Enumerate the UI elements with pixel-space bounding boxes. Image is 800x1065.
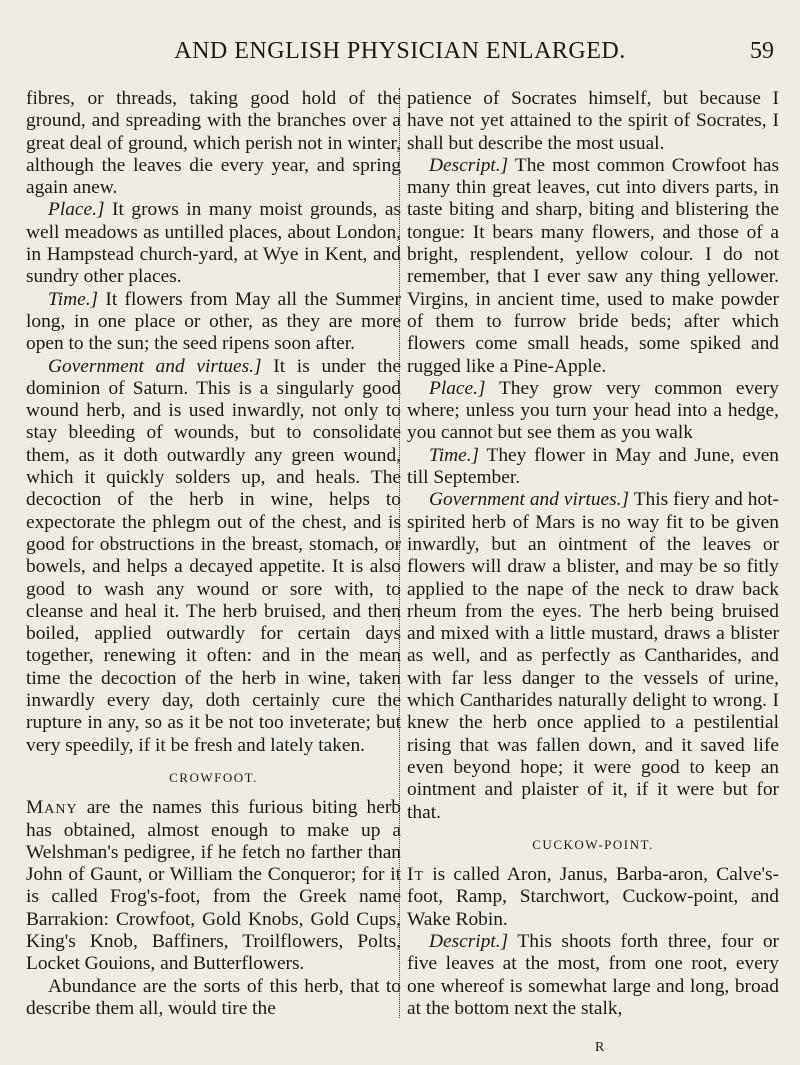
paragraph-text: This shoots forth three, four or five leaves at the most, from one root, every one whereof is somewhat large and long, broad at the bottom next the stalk, [407, 930, 779, 1019]
label-government: Government and virtues.] [429, 489, 630, 511]
paragraph-time [26, 289, 401, 356]
paragraph-text: It grows in many moist grounds, as well meadows as untilled places, about London, in Hampstead church-yard, at Wye in Kent, and sundry other places. [26, 199, 401, 288]
drop-lead: Many [26, 797, 78, 819]
paragraph-text: are the names this furious biting herb has obtained, almost enough to make up a Welshman's pedigree, if he fetch no farther than John of Gaunt, or William the Conqueror; for it is called Frog's-foot, from the Greek name Barrakion: Crowfoot, Gold Knobs, Gold Cups, King's Knob, Baffiners, Troilflowers, Polts, Locket Gouions, and Butterflowers. [26, 797, 401, 975]
right-column [407, 88, 779, 1020]
paragraph-fibres [26, 88, 401, 199]
label-descript: Descript.] [429, 154, 509, 176]
label-government: Government and virtues.] [48, 355, 262, 377]
label-place: Place.] [429, 377, 486, 399]
drop-lead: It [407, 864, 425, 886]
column-divider [399, 88, 400, 1018]
label-descript: Descript.] [429, 930, 509, 952]
paragraph-time [407, 445, 779, 490]
page-number: 59 [750, 38, 774, 64]
paragraph-descript [407, 155, 779, 378]
label-place: Place.] [48, 199, 105, 221]
section-heading-cuckow-point: CUCKOW-POINT. [532, 836, 654, 852]
signature-mark: R [595, 1040, 605, 1055]
page-header [0, 38, 800, 74]
paragraph-patience [407, 88, 779, 155]
paragraph-text: patience of Socrates himself, but because I have not yet attained to the spirit of Socrates, I shall but describe the most usual. [407, 88, 779, 154]
paragraph-descript-2 [407, 931, 779, 1020]
paragraph-text: This fiery and hot-spirited herb of Mars is no way fit to be given inwardly, but an ointment of the leaves or flowers will draw a blister, and may be so fitly applied to the nape of the neck to draw back rheum from the eyes. The herb being bruised and mixed with a little mustard, draws a blister as well, and as perfectly as Cantharides, and with far less danger to the vessels of urine, which Cantharides naturally delight to wrong. I knew the herb once applied to a pestilential rising that was fallen down, and it saved life even beyond hope; it were good to keep an ointment and plaister of it, if it were but for that. [407, 489, 779, 823]
paragraph-text: Abundance are the sorts of this herb, that to describe them all, would tire the [26, 975, 401, 1019]
running-title: AND ENGLISH PHYSICIAN ENLARGED. [174, 38, 626, 64]
paragraph-text: is called Aron, Janus, Barba-aron, Calve's-foot, Ramp, Starchwort, Cuckow-point, and Wake Robin. [407, 864, 779, 930]
paragraph-text: The most common Crowfoot has many thin great leaves, cut into divers parts, in taste biting and sharp, biting and blistering the tongue: It bears many flowers, and those of a bright, resplendent, yellow colour. I do not remember, that I ever saw any thing yellower. Virgins, in ancient time, used to make powder of them to furrow bride beds; after which flowers come small heads, some spiked and rugged like a Pine-Apple. [407, 154, 779, 377]
paragraph-place [26, 199, 401, 288]
paragraph-place [407, 378, 779, 445]
label-time: Time.] [429, 444, 480, 466]
paragraph-text: It flowers from May all the Summer long, in one place or other, as they are more open to the sun; the seed ripens soon after. [26, 288, 401, 355]
label-time: Time.] [48, 288, 99, 310]
paragraph-government [407, 489, 779, 823]
paragraph-text: They grow very common every where; unless you turn your head into a hedge, you cannot but see them as you walk [407, 377, 779, 444]
paragraph-many-names [26, 797, 401, 975]
paragraph-text: They flower in May and June, even till September. [407, 444, 779, 489]
paragraph-text: It is under the dominion of Saturn. This is a singularly good wound herb, and is used inwardly, not only to stay bleeding of wounds, but to consolidate them, as it doth outwardly any green wound, which it quickly solders up, and heals. The decoction of the herb in wine, helps to expectorate the phlegm out of the chest, and is good for obstructions in the breast, stomach, or bowels, and helps a decayed appetite. It is also good to wash any wound or sore with, to cleanse and heal it. The herb bruised, and then boiled, applied outwardly for certain days together, renewing it often: and in the mean time the decoction of the herb in wine, taken inwardly every day, doth certainly cure the rupture in any, so as it be not too inveterate; but very speedily, if it be fresh and lately taken. [26, 355, 401, 756]
paragraph-text: fibres, or threads, taking good hold of the ground, and spreading with the branches over a great deal of ground, which perish not in winter, although the leaves die every year, and spring again anew. [26, 88, 401, 199]
paragraph-government [26, 356, 401, 757]
left-column [26, 88, 401, 1020]
paragraph-names [407, 864, 779, 931]
section-heading-crowfoot: CROWFOOT. [169, 769, 258, 785]
paragraph-abundance [26, 976, 401, 1021]
